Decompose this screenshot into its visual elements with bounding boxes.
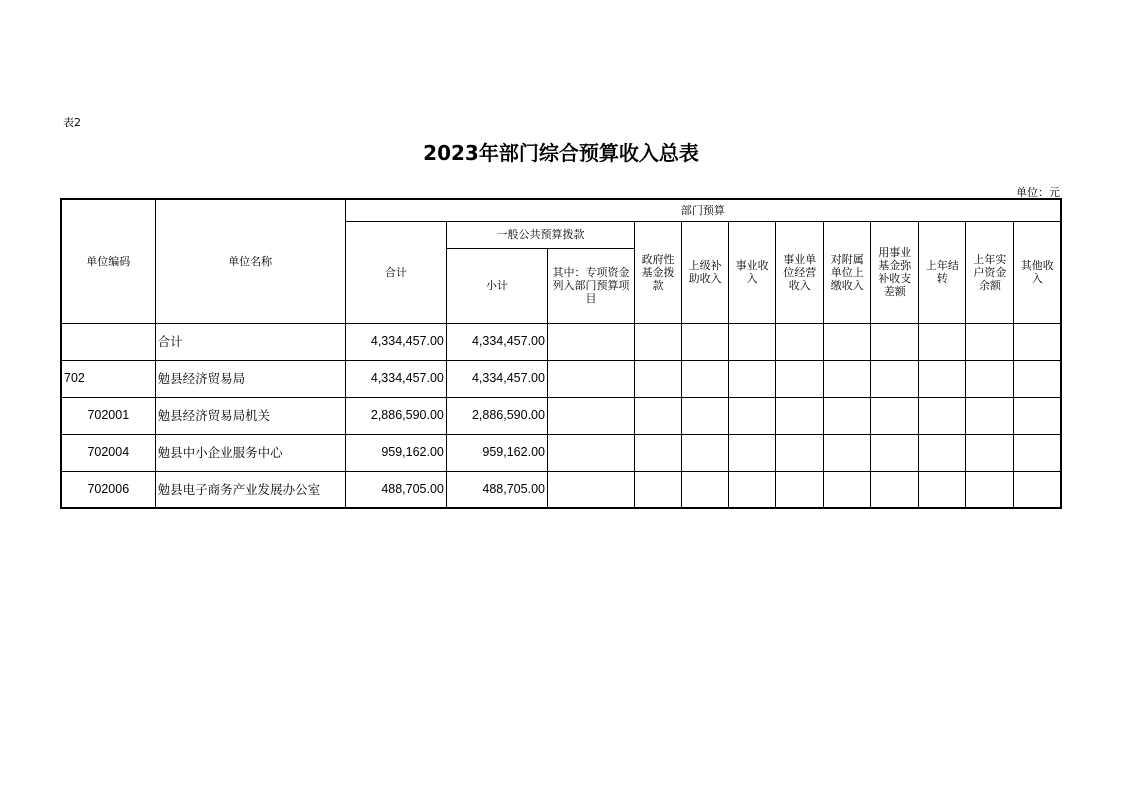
row-total: 2,886,590.00 xyxy=(345,397,446,434)
row-total: 959,162.00 xyxy=(345,434,446,471)
row-code: 702 xyxy=(61,360,155,397)
header-fund-balance: 用事业基金弥补收支差额 xyxy=(871,221,919,323)
table-row xyxy=(61,360,1061,397)
row-name: 勉县电子商务产业发展办公室 xyxy=(155,471,345,508)
row-code: 702004 xyxy=(61,434,155,471)
row-name: 勉县经济贸易局机关 xyxy=(155,397,345,434)
unit-label: 单位：元 xyxy=(1016,186,1060,199)
table-row xyxy=(61,323,1061,360)
header-unit-code: 单位编码 xyxy=(61,199,155,323)
header-general-public-budget: 一般公共预算拨款 xyxy=(446,221,634,248)
header-business-operating: 事业单位经营收入 xyxy=(776,221,824,323)
row-code: 702001 xyxy=(61,397,155,434)
row-subtotal: 2,886,590.00 xyxy=(446,397,547,434)
row-subtotal: 488,705.00 xyxy=(446,471,547,508)
row-subtotal: 4,334,457.00 xyxy=(446,360,547,397)
table-number: 表2 xyxy=(63,116,81,129)
row-name: 合计 xyxy=(155,323,345,360)
row-code: 702006 xyxy=(61,471,155,508)
table-row xyxy=(61,397,1061,434)
row-code xyxy=(61,323,155,360)
header-prior-account: 上年实户资金余额 xyxy=(966,221,1014,323)
header-special-funds: 其中：专项资金列入部门预算项目 xyxy=(547,248,634,323)
row-subtotal: 4,334,457.00 xyxy=(446,323,547,360)
table-row xyxy=(61,471,1061,508)
header-affiliated-income: 对附属单位上缴收入 xyxy=(824,221,871,323)
table-row xyxy=(61,434,1061,471)
row-total: 4,334,457.00 xyxy=(345,323,446,360)
page-title: 2023年部门综合预算收入总表 xyxy=(423,141,699,165)
header-subtotal: 小计 xyxy=(446,248,547,323)
row-name: 勉县中小企业服务中心 xyxy=(155,434,345,471)
header-gov-fund: 政府性基金拨款 xyxy=(635,221,682,323)
budget-income-table xyxy=(60,198,1062,509)
header-total: 合计 xyxy=(345,221,446,323)
header-prior-carryover: 上年结转 xyxy=(919,221,966,323)
row-name: 勉县经济贸易局 xyxy=(155,360,345,397)
header-superior-subsidy: 上级补助收入 xyxy=(682,221,729,323)
header-other-income: 其他收入 xyxy=(1014,221,1061,323)
header-unit-name: 单位名称 xyxy=(155,199,345,323)
header-business-income: 事业收入 xyxy=(729,221,776,323)
header-dept-budget: 部门预算 xyxy=(345,199,1061,221)
row-subtotal: 959,162.00 xyxy=(446,434,547,471)
row-total: 4,334,457.00 xyxy=(345,360,446,397)
row-total: 488,705.00 xyxy=(345,471,446,508)
